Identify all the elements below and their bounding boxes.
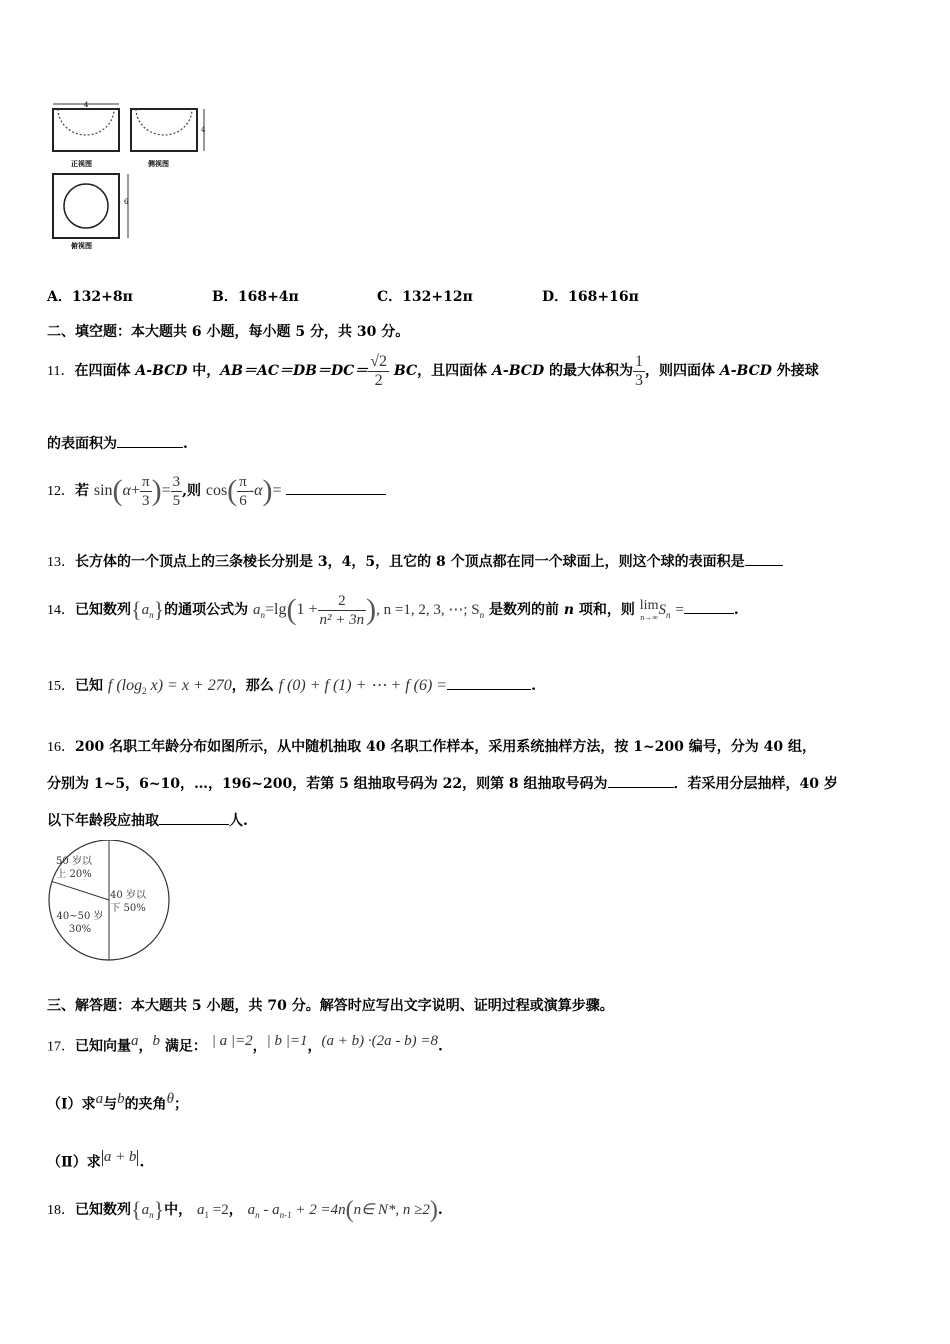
dim-height: 4: [201, 126, 206, 134]
pie-label-2-0: 50 岁以: [56, 856, 92, 867]
question-18: 18．已知数列$\{a_n\}$中， $a_1 =2$， $a_n - a_{n-1} + 2$ =4n(n∈ N*, n ≥2).: [47, 1197, 443, 1223]
pie-slice-2: [52, 881, 109, 900]
q16-line2: 分别为 1~5，6~10，…，196~200，若第 5 组抽取号码为 22，则第 8 组抽取号码为 ．若采用分层抽样，40 岁: [47, 766, 838, 803]
question-14: 14．已知数列$\{a_n\}$的通项公式为 $a_n=\lg(1$ + $\frac{2}{\text{n² + 3n}}$ ), n =1, 2, 3, ⋯; $S_n$ 是数列的前 n 项和，则 lim n→∞ $S_n$ = .: [47, 592, 739, 628]
section2-heading: 二、填空题：本大题共 6 小题，每小题 5 分，共 30 分。: [47, 324, 410, 340]
q16-line3: 以下年龄段应抽取 人.: [47, 803, 838, 840]
side-view-arc: [136, 109, 192, 135]
pie-label-0-0: 40 岁以: [110, 890, 146, 901]
question-17-part2: （Ⅱ）求 $^{a + b}$ .: [47, 1149, 145, 1171]
option-d: D．168+16π: [542, 289, 639, 305]
question-17-part1: （Ⅰ）求$^a$与$^b$的夹角$^\theta$；: [47, 1091, 188, 1113]
pie-label-2-1: 上 20%: [56, 869, 92, 880]
front-view-rect: [53, 109, 119, 151]
question-11-line2: 的表面积为 .: [47, 433, 188, 453]
three-view-figure: [44, 100, 219, 255]
question-12: 12．若 sin(α+ $\frac{\pi}{3}$ )= $\frac{3}{5}$ ,则 cos( $\frac{\pi}{6}$ -α)=: [47, 466, 386, 516]
pie-label-1-1: 30%: [68, 924, 92, 935]
question-15: 15．已知 f ($\log_2$ x) = x + 270，那么 f (0) + f (1) + ⋯ + f (6) = .: [47, 677, 536, 696]
front-view-label: 正视图: [71, 159, 92, 168]
question-16: [47, 729, 838, 840]
top-view-label: 俯视图: [71, 241, 92, 250]
option-c: C．132+12π: [377, 289, 473, 305]
side-view-rect: [131, 109, 197, 151]
dim-depth: 6: [124, 198, 129, 206]
side-view-label: 侧视图: [148, 159, 169, 168]
front-view-arc: [58, 109, 114, 135]
question-11: 11．在四面体 A-BCD 中，AB＝AC＝DB＝DC＝ $\frac{√2}{2}$ BC，且四面体 A-BCD 的最大体积为 $\frac{1}{3}$ ，则四面体 A-BCD 外接球: [47, 352, 819, 389]
age-pie-chart: [44, 840, 174, 965]
option-a: A．132+8π: [47, 289, 133, 305]
question-17: 17．已知向量$^a$，$^b$ 满足： $^{| a |=2}$，$^{| b |=1}$，$^{(a + b) \cdot(2a - b) =8}$.: [47, 1033, 443, 1055]
q16-line1: 16．200 名职工年龄分布如图所示，从中随机抽取 40 名职工作样本，采用系统抽样方法，按 1~200 编号，分为 40 组，: [47, 739, 816, 755]
option-b: B．168+4π: [212, 289, 299, 305]
top-view-circle: [64, 184, 108, 228]
pie-label-1-0: 40~50 岁: [56, 911, 104, 922]
pie-label-0-1: 下 50%: [110, 903, 146, 914]
section3-heading: 三、解答题：本大题共 5 小题，共 70 分。解答时应写出文字说明、证明过程或演算步骤。: [47, 998, 614, 1014]
question-13: 13．长方体的一个顶点上的三条棱长分别是 3，4，5，且它的 8 个顶点都在同一个球面上，则这个球的表面积是: [47, 551, 783, 571]
dim-width: 4: [84, 101, 89, 109]
